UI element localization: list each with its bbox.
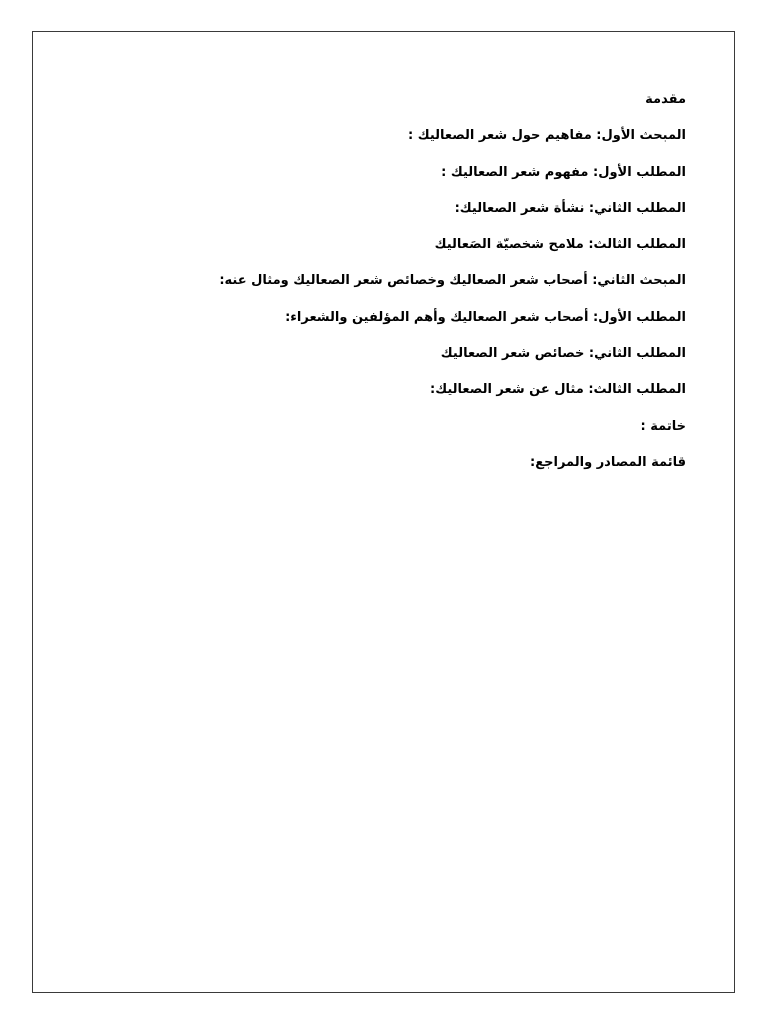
- toc-references: قائمة المصادر والمراجع:: [530, 454, 686, 470]
- toc-chapter-2-section-2: المطلب الثاني: خصائص شعر الصعاليك: [440, 346, 686, 362]
- toc-chapter-1-section-1: المطلب الأول: مفهوم شعر الصعاليك :: [441, 164, 686, 180]
- toc-chapter-2: المبحث الثاني: أصحاب شعر الصعاليك وخصائص شعر الصعاليك ومثال عنه:: [219, 273, 686, 289]
- toc-introduction: مقدمة: [645, 92, 686, 107]
- toc-chapter-1-section-2: المطلب الثاني: نشأة شعر الصعاليك:: [454, 200, 686, 216]
- toc-conclusion: خاتمة :: [640, 418, 686, 434]
- table-of-contents: [126, 92, 686, 491]
- toc-chapter-2-section-3: المطلب الثالث: مثال عن شعر الصعاليك:: [430, 382, 686, 398]
- toc-chapter-2-section-1: المطلب الأول: أصحاب شعر الصعاليك وأهم المؤلفين والشعراء:: [285, 309, 686, 325]
- toc-chapter-1: المبحث الأول: مفاهيم حول شعر الصعاليك :: [407, 128, 686, 144]
- toc-chapter-1-section-3: المطلب الثالث: ملامح شخصيّة الصَعاليك: [434, 237, 686, 253]
